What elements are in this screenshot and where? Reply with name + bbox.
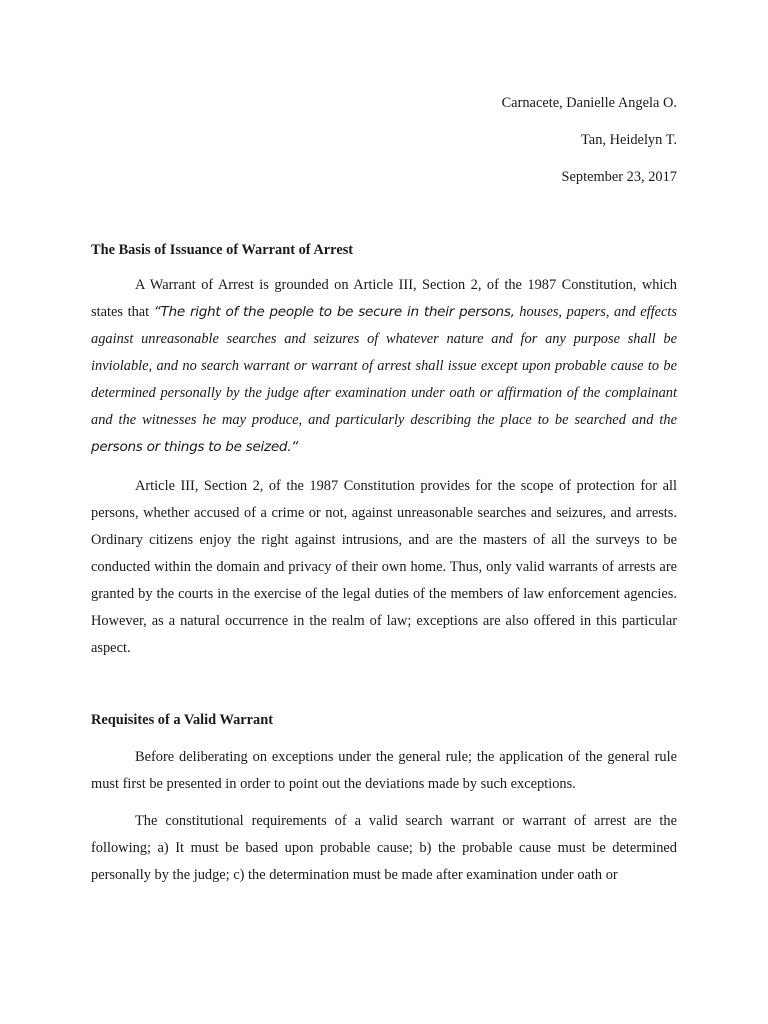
document-date: September 23, 2017: [561, 169, 677, 185]
author-name-2: Tan, Heidelyn T.: [581, 132, 677, 148]
quote-intro-text: A Warrant of Arrest is grounded on Article III, Section 2, of the 1987 Constitution, which states that: [91, 277, 677, 320]
quote-closing-text: persons or things to be seized.“: [91, 439, 298, 455]
paragraph-general-rule: [91, 744, 677, 798]
section-heading-requisites: Requisites of a Valid Warrant: [91, 712, 274, 728]
paragraph-text: The constitutional requirements of a valid search warrant or warrant of arrest are the following; a) It must be based upon probable cause; b) the probable cause must be determined personally by the judge; c) the determination must be made after examination under oath or: [91, 813, 677, 883]
paragraph-scope-of-protection: [91, 473, 677, 662]
paragraph-text: Article III, Section 2, of the 1987 Constitution provides for the scope of protection for all persons, whether accused of a crime or not, against unreasonable searches and seizures, and arrests. Ordinary citizens enjoy the right against intrusions, and are the masters of all the surveys to be conducted within the domain and privacy of their own home. Thus, only valid warrants of arrests are granted by the courts in the exercise of the legal duties of the members of law enforcement agencies. However, as a natural occurrence in the realm of law; exceptions are also offered in this particular aspect.: [91, 478, 677, 656]
paragraph-constitution-quote: [91, 272, 677, 461]
author-name-1: Carnacete, Danielle Angela O.: [501, 95, 677, 111]
quote-opening-text: “The right of the people to be secure in their persons,: [153, 304, 515, 320]
quote-body-text: houses, papers, and effects against unreasonable searches and seizures of whatever nature and for any purpose shall be inviolable, and no search warrant or warrant of arrest shall issue except upon probable cause to be determined personally by the judge after examination under oath or affirmation of the complainant and the witnesses he may produce, and particularly describing the place to be searched and the: [91, 304, 677, 428]
paragraph-text: Before deliberating on exceptions under the general rule; the application of the general rule must first be presented in order to point out the deviations made by such exceptions.: [91, 749, 677, 792]
paragraph-constitutional-requirements: [91, 808, 677, 889]
section-heading-basis: The Basis of Issuance of Warrant of Arrest: [91, 242, 354, 258]
